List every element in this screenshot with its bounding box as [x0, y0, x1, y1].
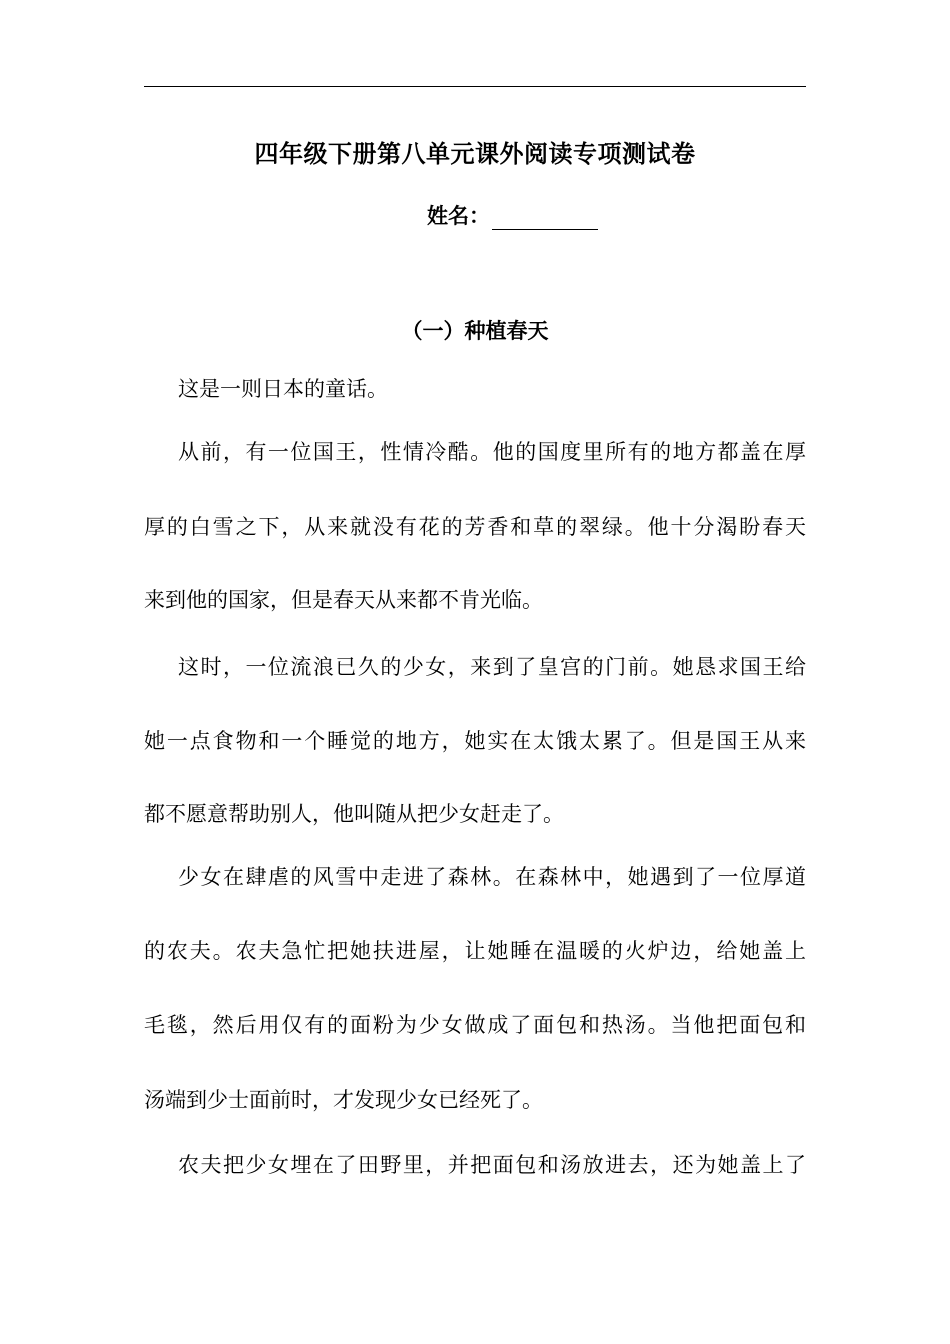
paragraph-line: 这时，一位流浪已久的少女，来到了皇宫的门前。她恳求国王给 [178, 655, 806, 679]
paragraph-line: 她一点食物和一个睡觉的地方，她实在太饿太累了。但是国王从来 [144, 729, 806, 753]
page-title: 四年级下册第八单元课外阅读专项测试卷 [254, 139, 696, 168]
paragraph-line: 汤端到少士面前时，才发现少女已经死了。 [144, 1088, 543, 1112]
paragraph-line: 这是一则日本的童话。 [178, 377, 388, 401]
paragraph-line: 少女在肆虐的风雪中走进了森林。在森林中，她遇到了一位厚道 [178, 865, 806, 889]
header-rule [144, 86, 806, 87]
name-field-row [427, 200, 598, 230]
paragraph-line: 厚的白雪之下，从来就没有花的芳香和草的翠绿。他十分渴盼春天 [144, 515, 806, 539]
paragraph-line: 都不愿意帮助别人，他叫随从把少女赶走了。 [144, 802, 564, 826]
name-label: 姓名： [427, 203, 490, 228]
paragraph-line: 毛毯，然后用仅有的面粉为少女做成了面包和热汤。当他把面包和 [144, 1013, 806, 1037]
paragraph-line: 来到他的国家，但是春天从来都不肯光临。 [144, 588, 543, 612]
section-heading: （一）种植春天 [401, 318, 549, 343]
paragraph-line: 的农夫。农夫急忙把她扶进屋，让她睡在温暖的火炉边，给她盖上 [144, 939, 806, 963]
paragraph-line: 农夫把少女埋在了田野里，并把面包和汤放进去，还为她盖上了 [178, 1153, 806, 1177]
name-blank-line[interactable] [492, 207, 598, 230]
paragraph-line: 从前，有一位国王，性情冷酷。他的国度里所有的地方都盖在厚 [178, 440, 806, 464]
